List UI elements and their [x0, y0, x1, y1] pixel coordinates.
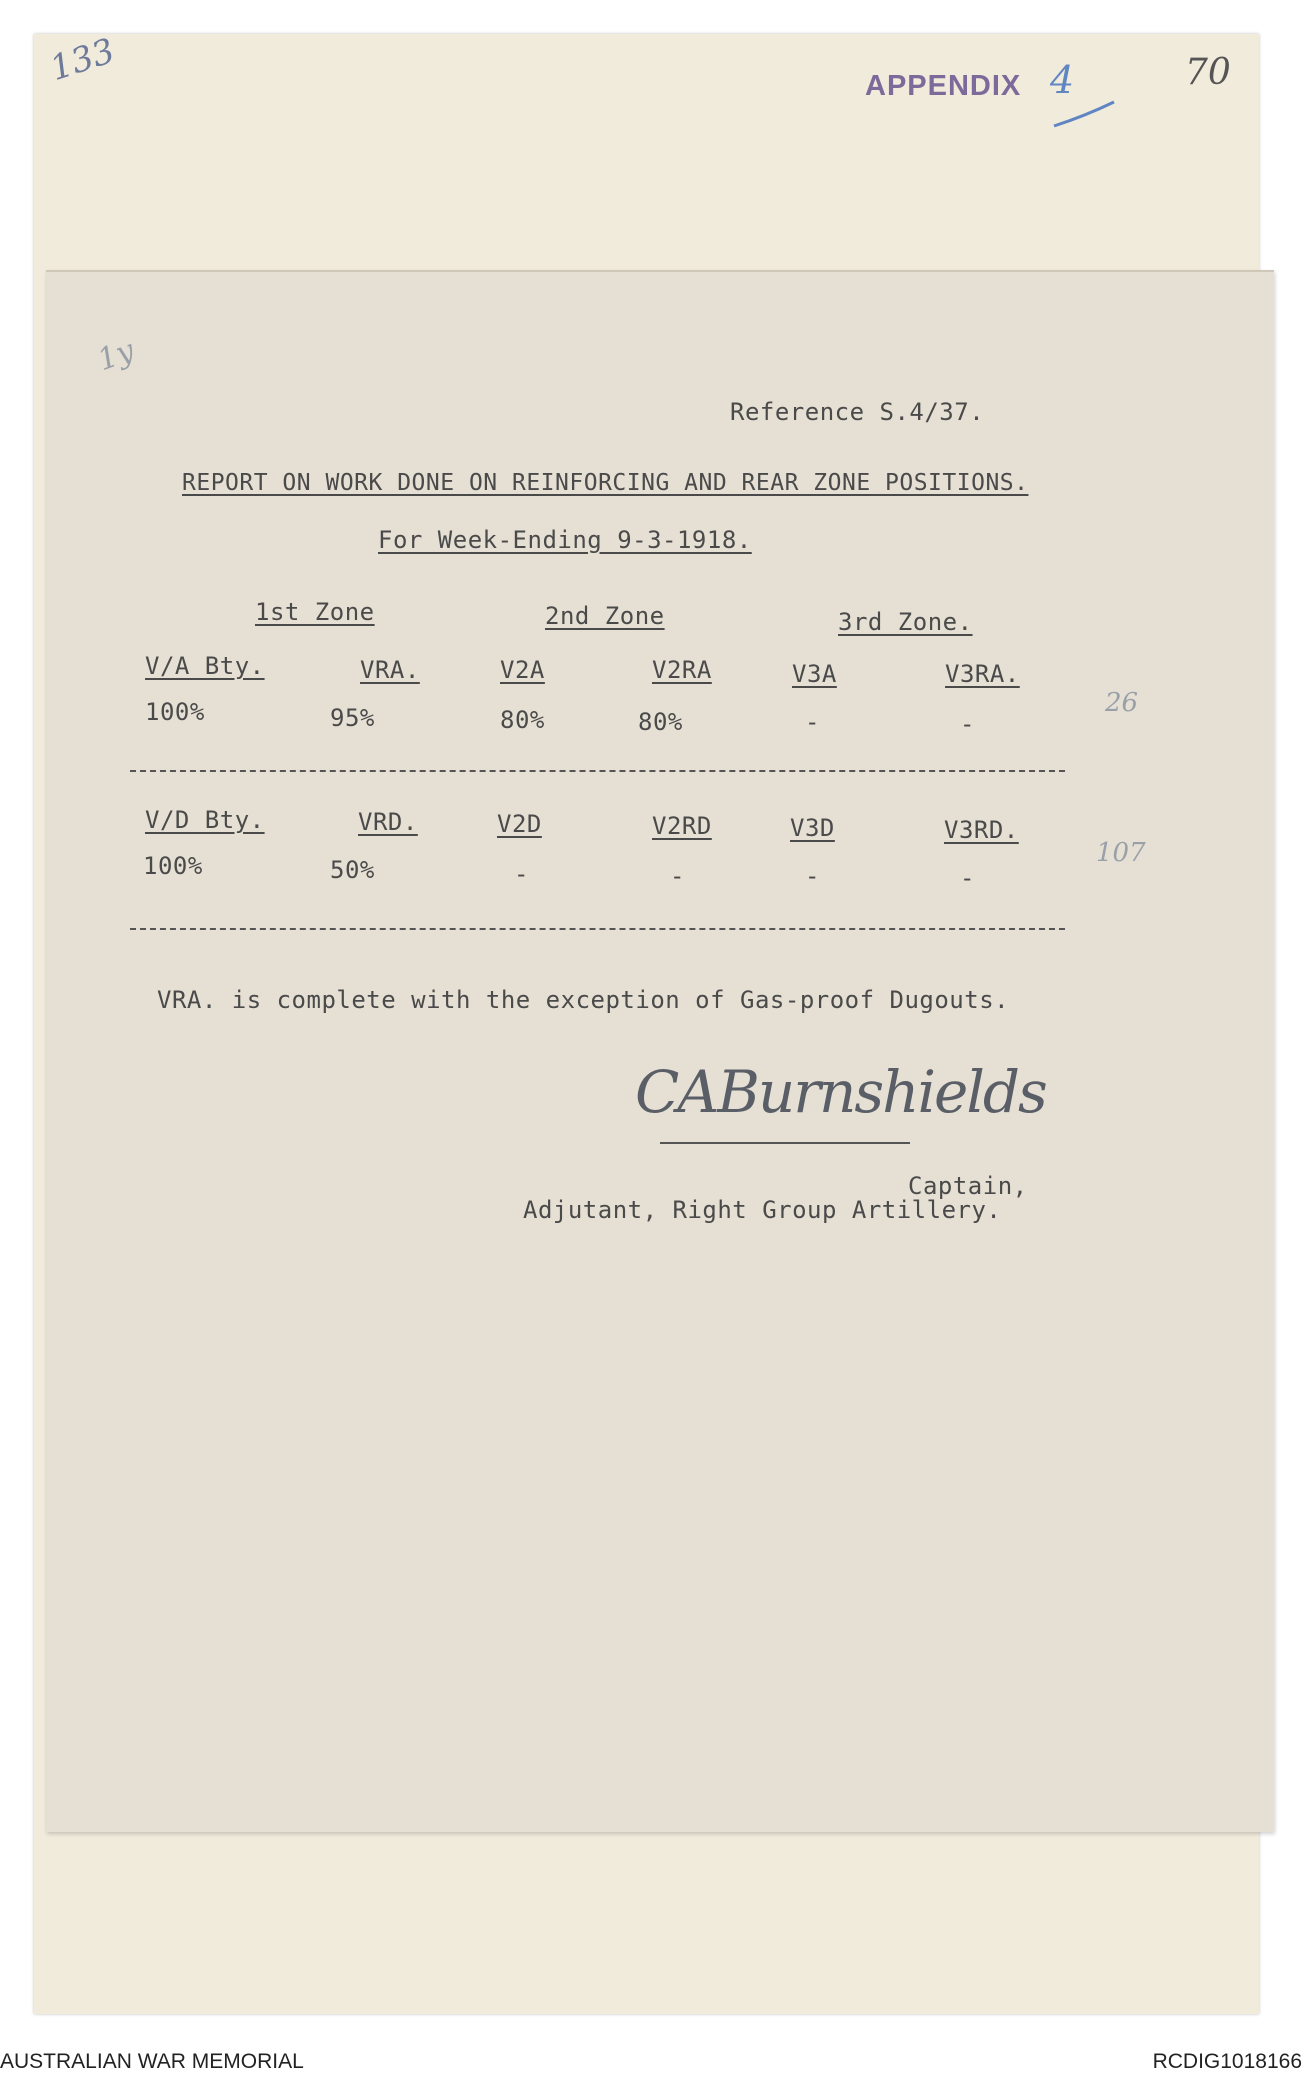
table-value-cell: -	[805, 708, 820, 736]
table-header-cell: V2RA	[652, 656, 712, 684]
appendix-check-mark-icon	[1050, 98, 1120, 132]
table-header-cell: V2RD	[652, 812, 712, 840]
signatory-position: Adjutant, Right Group Artillery.	[523, 1196, 1002, 1224]
table-value-cell: 95%	[330, 704, 375, 732]
signature-line	[660, 1142, 910, 1144]
pencil-total-row-2: 107	[1096, 838, 1146, 868]
table-value-cell: 80%	[500, 706, 545, 734]
table-value-cell: 50%	[330, 856, 375, 884]
reference-number: Reference S.4/37.	[730, 398, 985, 426]
inner-paper-sheet	[46, 270, 1274, 1832]
table-header-cell: V3RA.	[945, 660, 1020, 688]
zone-header-1: 1st Zone	[255, 598, 375, 626]
dashed-divider	[130, 928, 1065, 930]
table-value-cell: 100%	[143, 852, 203, 880]
appendix-number: 4	[1050, 58, 1075, 102]
folio-number-top-left: 133	[45, 30, 120, 90]
dashed-divider	[130, 770, 1065, 772]
table-value-cell: -	[514, 860, 529, 888]
table-header-cell: V/A Bty.	[145, 652, 265, 680]
table-header-cell: V3RD.	[944, 816, 1019, 844]
table-value-cell: -	[670, 862, 685, 890]
zone-header-3: 3rd Zone.	[838, 608, 973, 636]
zone-header-2: 2nd Zone	[545, 602, 665, 630]
table-value-cell: -	[960, 710, 975, 738]
signature: CABurnshields	[635, 1058, 1046, 1126]
appendix-stamp: APPENDIX	[865, 70, 1022, 102]
report-subtitle: For Week-Ending 9-3-1918.	[378, 526, 752, 554]
signatory-rank: Captain,	[908, 1172, 1028, 1200]
folio-number-top-right: 70	[1185, 52, 1231, 93]
footer-institution: AUSTRALIAN WAR MEMORIAL	[0, 2050, 304, 2073]
table-value-cell: -	[805, 862, 820, 890]
margin-mark: 1y	[93, 332, 139, 379]
table-header-cell: V2A	[500, 656, 545, 684]
table-value-cell: 100%	[145, 698, 205, 726]
table-header-cell: V2D	[497, 810, 542, 838]
pencil-total-row-1: 26	[1105, 688, 1139, 718]
table-header-cell: V3D	[790, 814, 835, 842]
table-value-cell: 80%	[638, 708, 683, 736]
footer-item-id: RCDIG1018166	[1152, 2050, 1302, 2073]
completion-note: VRA. is complete with the exception of Gas-proof Dugouts.	[157, 986, 1010, 1014]
table-header-cell: V/D Bty.	[145, 806, 265, 834]
table-value-cell: -	[960, 864, 975, 892]
table-header-cell: V3A	[792, 660, 837, 688]
report-title: REPORT ON WORK DONE ON REINFORCING AND REAR ZONE POSITIONS.	[182, 470, 1029, 496]
table-header-cell: VRD.	[358, 808, 418, 836]
table-header-cell: VRA.	[360, 656, 420, 684]
